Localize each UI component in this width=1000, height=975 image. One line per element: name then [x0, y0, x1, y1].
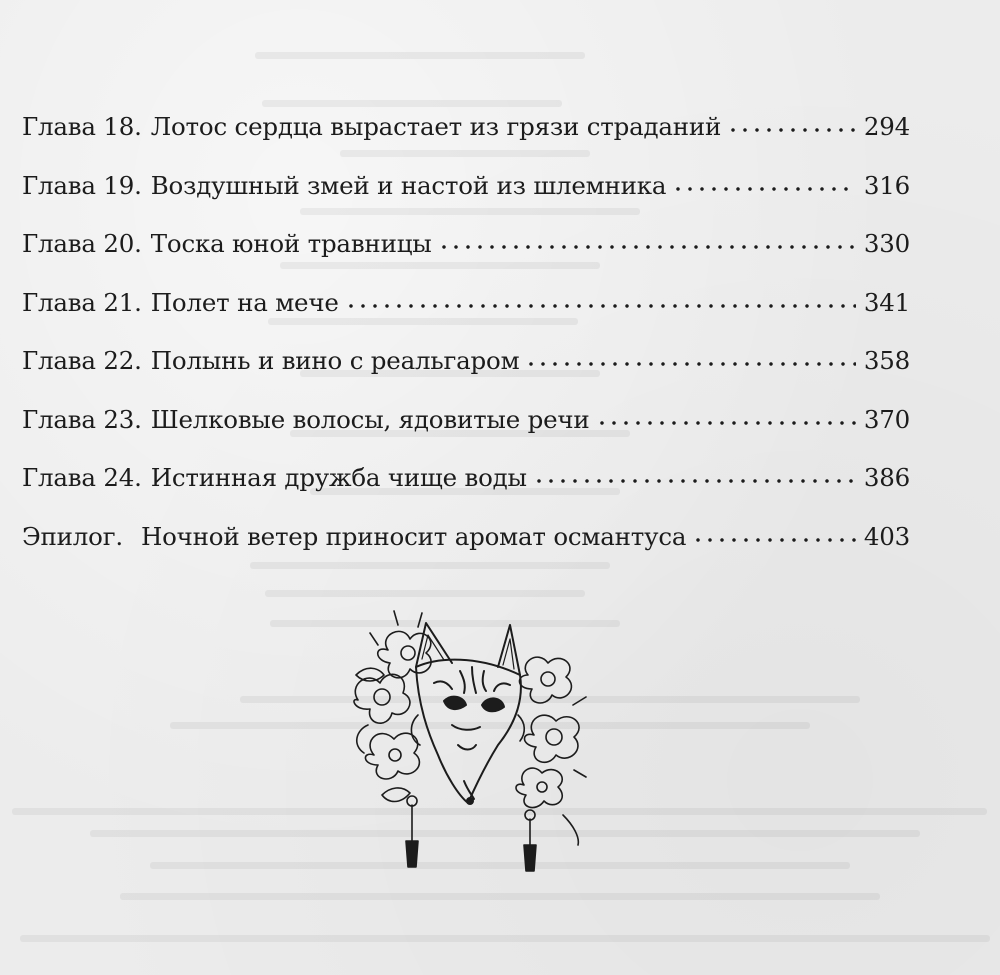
toc-chapter-title: Шелковые волосы, ядовитые речи [150, 404, 590, 434]
fox-mask-with-flowers-icon [348, 605, 588, 875]
toc-page-number: 358 [863, 346, 910, 375]
toc-chapter-number: Глава 19. [22, 170, 142, 200]
toc-chapter-title: Тоска юной травницы [150, 229, 432, 258]
toc-entry-chapter-18[interactable] [22, 98, 910, 157]
toc-dot-leader [533, 464, 856, 489]
toc-entry-chapter-23[interactable] [22, 391, 910, 450]
toc-page-number: 330 [863, 229, 910, 258]
toc-page-number: 370 [863, 404, 910, 434]
toc-chapter-title: Истинная дружба чище воды [150, 463, 527, 492]
toc-page-number: 294 [863, 112, 910, 141]
toc-entry-chapter-22[interactable] [22, 332, 910, 391]
toc-chapter-number: Глава 21. [22, 287, 142, 317]
tassels [406, 796, 536, 871]
toc-chapter-number: Глава 20. [22, 229, 142, 258]
toc-page-number: 341 [863, 287, 910, 317]
toc-page-number: 386 [863, 463, 910, 492]
left-flower-cluster [354, 611, 431, 802]
toc-dot-leader [727, 113, 856, 138]
toc-dot-leader [692, 523, 856, 548]
toc-dot-leader [525, 347, 856, 372]
toc-chapter-number: Глава 23. [22, 404, 142, 434]
table-of-contents [22, 98, 910, 566]
toc-entry-epilogue[interactable] [22, 508, 910, 567]
toc-chapter-number: Глава 18. [22, 112, 142, 141]
toc-dot-leader [438, 230, 856, 255]
toc-chapter-number: Эпилог. [22, 521, 123, 551]
toc-entry-chapter-20[interactable] [22, 215, 910, 274]
toc-chapter-title: Полынь и вино с реальгаром [150, 346, 520, 375]
toc-chapter-number: Глава 24. [22, 463, 142, 492]
toc-entry-chapter-19[interactable] [22, 157, 910, 216]
toc-entry-chapter-24[interactable] [22, 449, 910, 508]
toc-chapter-number: Глава 22. [22, 346, 142, 375]
toc-page-number: 403 [863, 521, 910, 551]
toc-page-number: 316 [863, 170, 910, 200]
toc-dot-leader [596, 406, 856, 431]
toc-entry-chapter-21[interactable] [22, 274, 910, 333]
fox-mask [416, 623, 521, 804]
toc-chapter-title: Воздушный змей и настой из шлемника [150, 170, 667, 200]
right-flower-cluster [516, 657, 586, 845]
toc-chapter-title: Лотос сердца вырастает из грязи страданий [150, 112, 722, 141]
toc-chapter-title: Ночной ветер приносит аромат османтуса [140, 521, 687, 551]
toc-chapter-title: Полет на мече [150, 287, 339, 317]
toc-dot-leader [672, 172, 856, 197]
toc-dot-leader [345, 289, 856, 314]
